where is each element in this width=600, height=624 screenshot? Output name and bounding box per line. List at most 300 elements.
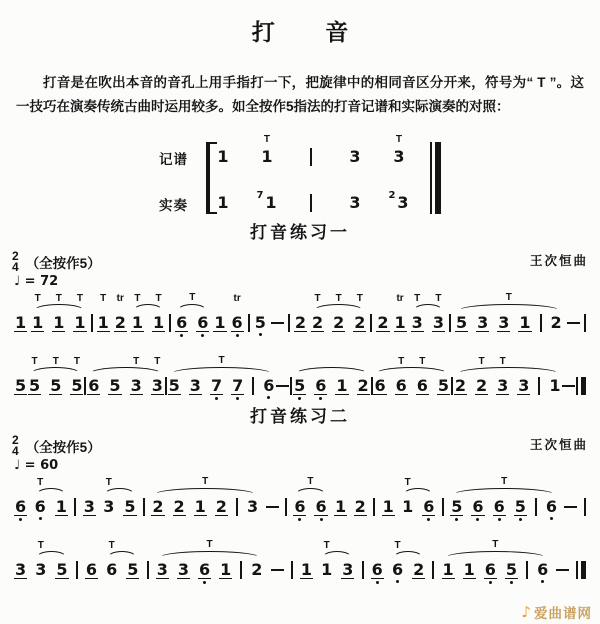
note bbox=[373, 377, 386, 402]
slur-group bbox=[34, 539, 68, 586]
note bbox=[548, 377, 561, 401]
note-digit: 2 bbox=[173, 496, 185, 516]
note bbox=[320, 539, 333, 585]
slur-group bbox=[131, 292, 165, 339]
note bbox=[392, 133, 405, 172]
barline bbox=[432, 561, 434, 579]
note-digit: 2 bbox=[311, 312, 324, 332]
example-cell bbox=[333, 134, 377, 172]
note bbox=[411, 292, 424, 339]
note-digit: 6 bbox=[106, 559, 118, 579]
note-digit: 3 bbox=[393, 146, 405, 166]
note bbox=[31, 292, 44, 339]
note bbox=[517, 377, 530, 402]
slur-group bbox=[293, 475, 327, 523]
octave-dot-slot bbox=[498, 516, 501, 523]
note bbox=[231, 377, 244, 402]
note-digit: 1 bbox=[442, 559, 454, 579]
barline bbox=[169, 314, 171, 332]
note bbox=[382, 498, 395, 523]
octave-dot-slot bbox=[39, 515, 42, 522]
note bbox=[505, 561, 518, 586]
slur-group bbox=[28, 355, 83, 402]
final-barline-thin bbox=[576, 561, 578, 579]
octave-dot-slot bbox=[180, 332, 183, 339]
note bbox=[173, 498, 186, 523]
score-line bbox=[14, 536, 586, 586]
barline bbox=[310, 148, 312, 166]
slur-group bbox=[373, 355, 450, 402]
time-signature-top: 2 bbox=[12, 432, 19, 447]
octave-dot-slot bbox=[427, 516, 430, 523]
site-watermark bbox=[521, 602, 592, 622]
final-barline-thick bbox=[581, 561, 586, 579]
note-digit: 6 bbox=[34, 496, 46, 516]
note bbox=[545, 498, 558, 522]
note-digit: 7 bbox=[232, 375, 244, 395]
note bbox=[416, 355, 429, 402]
note-digit: 5 bbox=[29, 375, 41, 395]
barline bbox=[285, 498, 287, 516]
note-digit: 3 bbox=[130, 375, 142, 395]
note bbox=[102, 476, 115, 522]
time-signature-bottom: 4 bbox=[12, 259, 19, 274]
dayin-mark: T bbox=[34, 292, 41, 304]
example-row bbox=[159, 180, 421, 218]
note bbox=[198, 561, 211, 586]
note-digit: 6 bbox=[263, 375, 275, 395]
exercise-1-title: 打音练习一 bbox=[250, 222, 350, 242]
dayin-mark: T bbox=[154, 355, 161, 367]
note-digit: 2 bbox=[357, 375, 369, 395]
note-digit: 2 bbox=[475, 375, 488, 395]
note bbox=[126, 561, 139, 586]
dayin-mark: T bbox=[404, 476, 411, 488]
dayin-mark: T bbox=[435, 292, 442, 304]
exercise-1-meta bbox=[12, 248, 588, 274]
note-digit: 5 bbox=[514, 496, 526, 516]
note bbox=[353, 292, 366, 339]
note bbox=[348, 148, 361, 172]
octave-dot-slot bbox=[455, 516, 458, 523]
note bbox=[108, 377, 121, 402]
octave-dot-slot bbox=[376, 579, 379, 586]
note-digit: 5 bbox=[109, 375, 121, 395]
score-line bbox=[14, 352, 586, 402]
example-cell bbox=[245, 180, 289, 218]
note-digit: 5 bbox=[437, 375, 450, 395]
note bbox=[264, 194, 277, 218]
note-digit: 1 bbox=[394, 312, 406, 332]
barline bbox=[362, 561, 364, 579]
note-digit: 1 bbox=[336, 375, 348, 395]
slur-group bbox=[455, 291, 563, 339]
note-digit: 6 bbox=[484, 559, 496, 579]
note-digit: 3 bbox=[497, 375, 509, 395]
note bbox=[514, 498, 527, 523]
example-cell bbox=[289, 134, 333, 166]
note-digit: 6 bbox=[85, 559, 97, 579]
example-row-label: 记谱 bbox=[159, 151, 188, 167]
note bbox=[341, 561, 354, 586]
dayin-mark: T bbox=[218, 354, 225, 366]
slur-group bbox=[156, 538, 264, 586]
note bbox=[262, 377, 275, 401]
slur-group bbox=[168, 354, 276, 402]
slur-group bbox=[87, 355, 164, 402]
note-digit: 6 bbox=[198, 559, 211, 579]
octave-dot-slot bbox=[320, 516, 323, 523]
score-line bbox=[14, 473, 586, 523]
note bbox=[14, 498, 27, 523]
note bbox=[152, 292, 165, 339]
note bbox=[550, 314, 563, 338]
note-digit: 3 bbox=[477, 312, 489, 332]
barline bbox=[143, 498, 145, 516]
notation-example-grid bbox=[159, 134, 441, 218]
note-digit: 1 bbox=[152, 312, 165, 332]
dayin-mark: T bbox=[52, 355, 59, 367]
note-digit: 6 bbox=[391, 559, 404, 579]
note-digit: 6 bbox=[15, 496, 27, 516]
dayin-mark: T bbox=[492, 538, 499, 550]
note bbox=[55, 561, 68, 586]
grace-note-digit: 2 bbox=[388, 189, 396, 201]
note bbox=[168, 377, 181, 402]
slur-group bbox=[102, 476, 136, 523]
dayin-mark: T bbox=[478, 355, 485, 367]
note bbox=[210, 377, 223, 402]
note-digit: 5 bbox=[71, 375, 83, 395]
note bbox=[493, 498, 506, 523]
half-note-dash bbox=[567, 322, 580, 325]
barline bbox=[370, 314, 372, 332]
note-digit: 1 bbox=[220, 559, 232, 579]
note-digit: 3 bbox=[349, 192, 361, 212]
note-digit: 5 bbox=[294, 375, 306, 395]
note bbox=[123, 498, 136, 523]
barline bbox=[584, 498, 586, 516]
note bbox=[87, 377, 100, 402]
note-digit: 6 bbox=[231, 312, 243, 332]
note-digit: 2 bbox=[215, 496, 227, 516]
barline bbox=[76, 561, 78, 579]
note bbox=[437, 377, 450, 402]
note bbox=[52, 292, 65, 339]
slur-group bbox=[105, 539, 139, 586]
half-note-dash bbox=[562, 385, 575, 388]
example-cell bbox=[377, 180, 421, 218]
note bbox=[250, 561, 263, 585]
note-digit: 2 bbox=[354, 496, 366, 516]
octave-dot-slot bbox=[267, 394, 270, 401]
note-digit: 3 bbox=[498, 312, 510, 332]
note-digit: 6 bbox=[294, 496, 306, 516]
barline bbox=[442, 498, 444, 516]
note-digit: 1 bbox=[55, 496, 67, 516]
note-digit: 6 bbox=[374, 375, 386, 395]
note bbox=[442, 561, 455, 586]
note-digit: 3 bbox=[342, 559, 354, 579]
watermark-text: 爱曲谱网 bbox=[534, 606, 592, 621]
music-note-icon: ♪ bbox=[521, 602, 531, 621]
note-digit: 6 bbox=[472, 496, 484, 516]
note-digit: 3 bbox=[518, 375, 530, 395]
example-cell bbox=[289, 180, 333, 212]
note bbox=[422, 498, 435, 523]
fingering-note: （全按作5） bbox=[25, 439, 101, 455]
note-digit: 2 bbox=[152, 496, 164, 516]
time-signature bbox=[12, 432, 19, 458]
barline bbox=[451, 377, 453, 395]
note-digit: 1 bbox=[97, 312, 109, 332]
barline bbox=[84, 377, 86, 395]
note bbox=[49, 355, 62, 402]
octave-dot-slot bbox=[519, 516, 522, 523]
note bbox=[105, 539, 118, 585]
time-signature-top: 2 bbox=[12, 248, 19, 263]
note bbox=[294, 314, 307, 339]
slur-group bbox=[391, 539, 425, 586]
grace-note-digit: 7 bbox=[256, 189, 264, 201]
dayin-mark: T bbox=[395, 133, 403, 145]
dayin-mark: T bbox=[414, 292, 421, 304]
note bbox=[332, 292, 345, 339]
dayin-mark: T bbox=[133, 355, 140, 367]
barline bbox=[74, 498, 76, 516]
note-digit: 3 bbox=[151, 375, 163, 395]
slur-group bbox=[31, 292, 86, 339]
note-digit: 6 bbox=[88, 375, 100, 395]
note bbox=[55, 498, 68, 523]
dayin-mark: T bbox=[398, 355, 405, 367]
octave-dot-slot bbox=[476, 516, 479, 523]
example-row bbox=[159, 134, 421, 172]
slur-group bbox=[293, 377, 370, 402]
note bbox=[388, 189, 396, 212]
dayin-mark: T bbox=[108, 539, 115, 551]
note bbox=[314, 377, 327, 402]
note bbox=[334, 498, 347, 523]
score-line bbox=[14, 289, 586, 339]
note-digit: 6 bbox=[197, 312, 209, 332]
note-digit: 1 bbox=[402, 496, 414, 516]
note-digit: 6 bbox=[423, 496, 435, 516]
note bbox=[401, 476, 414, 522]
note-digit: 6 bbox=[315, 496, 327, 516]
dayin-mark: T bbox=[323, 539, 330, 551]
dayin-mark: T bbox=[206, 538, 213, 550]
exercise-2-meta bbox=[12, 432, 588, 458]
note bbox=[34, 539, 47, 585]
note bbox=[391, 539, 404, 585]
octave-dot-slot bbox=[236, 395, 239, 402]
note-digit: 3 bbox=[349, 146, 361, 166]
note bbox=[518, 314, 531, 339]
note bbox=[175, 314, 188, 339]
barline bbox=[584, 314, 586, 332]
note bbox=[254, 314, 267, 338]
dayin-mark: T bbox=[356, 292, 363, 304]
dayin-mark: T bbox=[394, 539, 401, 551]
note bbox=[196, 314, 209, 339]
note bbox=[151, 355, 164, 402]
dayin-mark: T bbox=[73, 355, 80, 367]
note-digit: 5 bbox=[254, 312, 266, 332]
final-barline-thin bbox=[430, 142, 433, 214]
note bbox=[156, 561, 169, 586]
note bbox=[85, 561, 98, 586]
note-digit: 2 bbox=[251, 559, 263, 579]
note bbox=[14, 377, 27, 402]
composer-credit: 王次恒曲 bbox=[529, 253, 588, 268]
note-digit: 3 bbox=[411, 312, 423, 332]
half-note-dash bbox=[564, 506, 577, 509]
dayin-mark: T bbox=[37, 539, 44, 551]
note bbox=[476, 314, 489, 339]
note bbox=[215, 498, 228, 523]
note bbox=[260, 133, 273, 172]
barline bbox=[373, 498, 375, 516]
note bbox=[216, 148, 229, 172]
note bbox=[496, 355, 509, 402]
dayin-mark: T bbox=[37, 476, 44, 488]
final-barline bbox=[576, 377, 586, 395]
dayin-mark: T bbox=[263, 133, 271, 145]
half-note-dash bbox=[271, 569, 284, 572]
note-digit: 1 bbox=[53, 312, 65, 332]
note-digit: 5 bbox=[455, 312, 468, 332]
note bbox=[475, 355, 488, 402]
note bbox=[28, 355, 41, 402]
intro-paragraph: 打音是在吹出本音的音孔上用手指打一下，把旋律中的相同音区分开来，符号为“ T ”。这一技巧在演奏传统古曲时运用较多。如全按作5指法的打音记谱和实际演奏的对照： bbox=[16, 75, 584, 115]
page-title: 打音 bbox=[251, 19, 399, 45]
note-digit: 1 bbox=[217, 146, 229, 166]
note bbox=[114, 292, 127, 339]
note bbox=[216, 194, 229, 218]
final-barline-thick bbox=[581, 377, 586, 395]
octave-dot-slot bbox=[203, 579, 206, 586]
slur-group bbox=[442, 538, 550, 586]
note bbox=[463, 561, 476, 586]
final-barline-thick bbox=[435, 142, 441, 214]
example-cell bbox=[333, 180, 377, 218]
note bbox=[371, 561, 384, 586]
note bbox=[194, 498, 207, 523]
note bbox=[213, 314, 226, 339]
note bbox=[131, 292, 144, 339]
dayin-mark: T bbox=[55, 292, 62, 304]
tempo-marking: ♩ = 72 bbox=[14, 273, 59, 289]
note-digit: 1 bbox=[15, 312, 27, 332]
octave-dot-slot bbox=[236, 332, 239, 339]
final-barline-thin bbox=[576, 377, 578, 395]
note bbox=[311, 292, 324, 339]
half-note-dash bbox=[556, 569, 569, 572]
system-bracket bbox=[206, 142, 217, 214]
final-barline bbox=[576, 561, 586, 579]
note-digit: 1 bbox=[261, 146, 273, 166]
trill-mark: tr bbox=[116, 292, 124, 304]
note-digit: 1 bbox=[74, 312, 86, 332]
note-digit: 1 bbox=[335, 496, 347, 516]
note bbox=[97, 292, 110, 339]
note bbox=[14, 561, 27, 586]
note bbox=[314, 498, 327, 523]
note bbox=[83, 498, 96, 523]
note-digit: 2 bbox=[333, 312, 345, 332]
octave-dot-slot bbox=[201, 332, 204, 339]
trill-mark: tr bbox=[233, 292, 241, 304]
slur-group bbox=[450, 475, 558, 523]
slur-group bbox=[320, 539, 354, 586]
composer-credit: 王次恒曲 bbox=[529, 437, 588, 452]
note-digit: 2 bbox=[377, 312, 389, 332]
half-note-dash bbox=[271, 322, 284, 325]
note bbox=[348, 194, 361, 218]
time-signature bbox=[12, 248, 19, 274]
note-digit: 1 bbox=[382, 496, 394, 516]
note bbox=[471, 498, 484, 523]
octave-dot-slot bbox=[510, 579, 513, 586]
trill-mark: tr bbox=[396, 292, 404, 304]
fingering-note: （全按作5） bbox=[25, 255, 101, 271]
dayin-mark: T bbox=[499, 355, 506, 367]
note bbox=[231, 292, 244, 339]
note bbox=[354, 498, 367, 523]
note-digit: 6 bbox=[545, 496, 557, 516]
exercise-2-title: 打音练习二 bbox=[250, 406, 350, 426]
dayin-mark: T bbox=[307, 475, 314, 487]
slur-group bbox=[401, 476, 435, 523]
note-digit: 3 bbox=[177, 559, 189, 579]
note-digit: 3 bbox=[432, 312, 444, 332]
note bbox=[14, 314, 27, 339]
note bbox=[335, 377, 348, 402]
note-digit: 3 bbox=[397, 192, 409, 212]
barline bbox=[310, 194, 312, 212]
note-digit: 5 bbox=[168, 375, 180, 395]
note-digit: 3 bbox=[35, 559, 47, 579]
octave-dot-slot bbox=[259, 331, 262, 338]
slur-group bbox=[411, 292, 445, 339]
note bbox=[412, 561, 425, 586]
note bbox=[256, 189, 264, 212]
note bbox=[395, 355, 408, 402]
note-digit: 5 bbox=[56, 559, 68, 579]
note bbox=[73, 292, 86, 339]
dayin-mark: T bbox=[31, 355, 38, 367]
note-digit: 3 bbox=[15, 559, 27, 579]
note-digit: 2 bbox=[454, 375, 466, 395]
note bbox=[246, 498, 259, 522]
note-digit: 1 bbox=[214, 312, 226, 332]
dayin-mark: T bbox=[505, 291, 512, 303]
note-digit: 1 bbox=[519, 312, 531, 332]
dayin-mark: T bbox=[134, 292, 141, 304]
slur-group bbox=[151, 475, 259, 523]
note bbox=[450, 498, 463, 523]
dayin-mark: T bbox=[314, 292, 321, 304]
slur-group bbox=[454, 355, 562, 402]
example-row-label: 实奏 bbox=[159, 197, 188, 213]
note-digit: 3 bbox=[246, 496, 259, 516]
octave-dot-slot bbox=[19, 516, 22, 523]
note-digit: 5 bbox=[124, 496, 136, 516]
note bbox=[34, 476, 47, 522]
tempo-marking: ♩ = 60 bbox=[14, 457, 59, 473]
note-digit: 1 bbox=[300, 559, 312, 579]
